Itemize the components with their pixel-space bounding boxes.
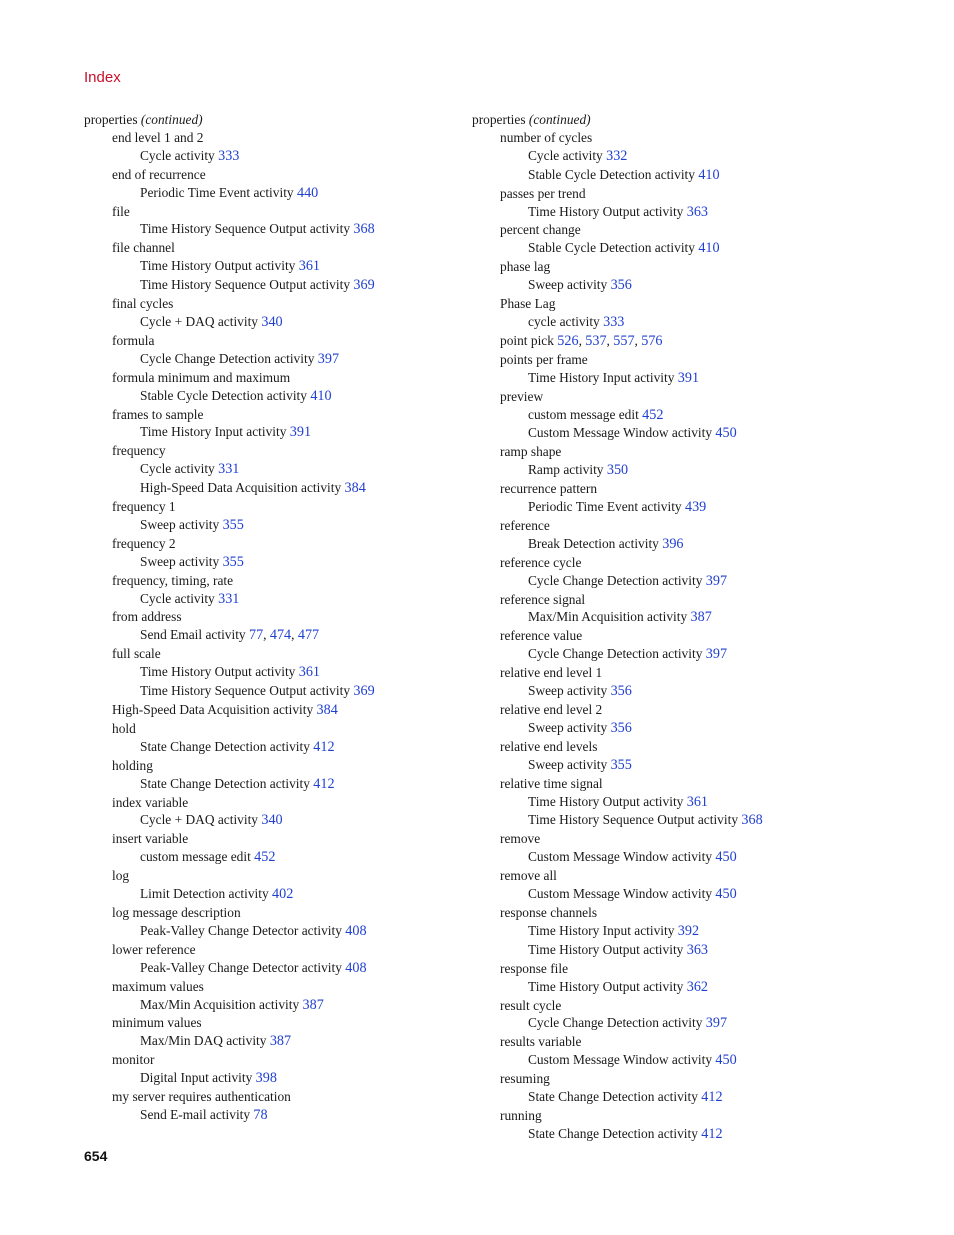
page-link[interactable]: 452 [642, 406, 664, 423]
entry-text: results variable [500, 1034, 582, 1050]
entry-text: Time History Input activity [140, 424, 290, 440]
entry-text: response channels [500, 904, 598, 920]
entry-text: percent change [500, 222, 581, 238]
index-entry [84, 941, 464, 959]
entry-text: Cycle activity [140, 590, 219, 606]
entry-text: final cycles [112, 296, 174, 312]
index-entry [84, 608, 464, 626]
index-entry [84, 166, 464, 184]
index-entry [84, 904, 464, 922]
page-link[interactable]: 412 [313, 775, 335, 792]
page-link[interactable]: 77 [248, 627, 264, 644]
entry-text: Max/Min Acquisition activity [140, 996, 303, 1012]
entry-text: Max/Min Acquisition activity [528, 609, 691, 625]
entry-text: Sweep activity [528, 719, 611, 735]
index-subentry [84, 682, 464, 701]
page-link[interactable]: 396 [662, 535, 684, 552]
index-entry [84, 830, 464, 848]
index-entry [472, 351, 912, 369]
entry-text: relative end levels [500, 738, 598, 754]
index-subentry [472, 424, 912, 443]
index-subentry [84, 738, 464, 757]
page-link[interactable]: 332 [606, 147, 628, 164]
entry-text: minimum values [112, 1015, 202, 1031]
entry-text: Periodic Time Event activity [528, 499, 685, 515]
index-subentry [472, 498, 912, 517]
index-entry [472, 997, 912, 1015]
entry-text: Time History Sequence Output activity [140, 277, 354, 293]
page-link[interactable]: 412 [313, 738, 335, 755]
entry-text: Phase Lag [500, 296, 556, 312]
page-link[interactable]: 477 [297, 627, 320, 644]
index-entry [84, 442, 464, 460]
page-link[interactable]: 368 [741, 812, 763, 829]
index-entry [472, 627, 912, 645]
index-entry [84, 203, 464, 221]
index-entry: point pick 526, 537, 557, 576 [500, 332, 663, 349]
index-column-left [84, 111, 464, 1125]
index-subentry [84, 996, 464, 1015]
entry-text: Cycle Change Detection activity [528, 1015, 706, 1031]
index-subentry [472, 941, 912, 960]
index-subentry [472, 1088, 912, 1107]
entry-text: Time History Output activity [528, 793, 687, 809]
index-subentry [472, 166, 912, 185]
page-number: 654 [84, 1148, 108, 1164]
index-subentry [84, 885, 464, 904]
page-link[interactable]: 439 [684, 499, 707, 516]
page-link[interactable]: 363 [686, 203, 708, 220]
page-link[interactable]: 340 [261, 812, 283, 829]
page-link[interactable]: 350 [606, 462, 629, 479]
index-entry [84, 1088, 464, 1106]
index-entry [84, 757, 464, 775]
index-entry [472, 185, 912, 203]
index-subentry [84, 775, 464, 794]
entry-text: file channel [112, 240, 175, 256]
page-link[interactable]: 331 [218, 461, 240, 478]
entry-text: from address [112, 609, 182, 625]
entry-text: monitor [112, 1052, 155, 1068]
entry-text: log [112, 868, 130, 884]
index-entry [84, 645, 464, 663]
entry-text: Time History Input activity [528, 369, 678, 385]
page-link[interactable]: 356 [610, 683, 632, 700]
index-subentry [472, 313, 912, 332]
entry-text: Ramp activity [528, 462, 607, 478]
page-link[interactable]: 356 [610, 719, 632, 736]
entry-text: hold [112, 720, 136, 736]
index-entry [472, 1033, 912, 1051]
page-link[interactable]: 526 [557, 332, 579, 349]
index-subentry [472, 793, 912, 812]
index-entry [84, 498, 464, 516]
entry-text: my server requires authentication [112, 1089, 291, 1105]
entry-text: Cycle + DAQ activity [140, 313, 262, 329]
entry-text: Time History Sequence Output activity [528, 812, 742, 828]
entry-text: Cycle activity [140, 147, 219, 163]
index-subentry [84, 257, 464, 276]
index-entry [84, 295, 464, 313]
index-entry [472, 295, 912, 313]
entry-text: holding [112, 757, 153, 773]
entry-text: formula [112, 332, 155, 348]
entry-text: resuming [500, 1071, 550, 1087]
entry-text: Time History Sequence Output activity [140, 221, 354, 237]
index-subentry [84, 184, 464, 203]
page-link[interactable]: 408 [345, 959, 367, 976]
page-link[interactable]: 392 [677, 922, 700, 939]
entry-text: relative end level 2 [500, 702, 603, 717]
page-link[interactable]: 450 [715, 849, 737, 866]
entry-text: Sweep activity [528, 683, 611, 699]
page-link[interactable]: 384 [316, 702, 338, 718]
index-subentry [84, 590, 464, 609]
page-link[interactable]: 78 [253, 1106, 268, 1123]
entry-text: Custom Message Window activity [528, 425, 716, 441]
page-link[interactable]: 408 [345, 922, 367, 939]
page-link[interactable]: 557 [613, 332, 635, 349]
entry-text: Send Email activity [140, 627, 249, 643]
index-subentry [472, 239, 912, 258]
entry-text: lower reference [112, 941, 196, 957]
page-link[interactable]: 387 [269, 1033, 292, 1050]
index-subentry [472, 608, 912, 627]
entry-text: Cycle Change Detection activity [528, 646, 706, 662]
index-entry [472, 388, 912, 406]
index-subentry [472, 756, 912, 775]
entry-text: end level 1 and 2 [112, 129, 204, 145]
index-heading [472, 111, 912, 129]
index-entry [84, 129, 464, 147]
page-link[interactable]: 368 [353, 221, 375, 238]
index-subentry [472, 147, 912, 166]
index-entry [472, 554, 912, 572]
entry-text: Stable Cycle Detection activity [528, 166, 699, 182]
index-entry [84, 369, 464, 387]
index-subentry [472, 1014, 912, 1033]
entry-text: Stable Cycle Detection activity [140, 387, 311, 403]
page-link[interactable]: 474 [269, 627, 292, 644]
entry-text: Time History Output activity [528, 941, 687, 957]
page-link[interactable]: 450 [715, 1052, 737, 1069]
index-entry [472, 904, 912, 922]
index-entry [472, 664, 912, 682]
index-subentry [472, 276, 912, 295]
index-entry [84, 535, 464, 553]
index-subentry [472, 369, 912, 388]
page-link[interactable]: 450 [715, 425, 737, 442]
page-link[interactable]: 412 [701, 1125, 723, 1142]
page-link[interactable]: 361 [298, 258, 320, 275]
index-subentry [84, 276, 464, 295]
entry-text: Peak-Valley Change Detector activity [140, 922, 346, 938]
page-link[interactable]: 331 [218, 590, 240, 607]
index-subentry [84, 1106, 464, 1125]
entry-text: frequency [112, 443, 166, 459]
page-link[interactable]: 362 [686, 978, 708, 995]
entry-text: reference cycle [500, 554, 582, 570]
entry-text: Cycle activity [528, 147, 607, 163]
entry-text: Cycle activity [140, 461, 219, 477]
entry-text: reference [500, 517, 550, 533]
running-header: Index [84, 69, 121, 86]
page-link[interactable]: 412 [701, 1089, 723, 1106]
entry-text: response file [500, 960, 569, 976]
index-subentry [84, 1069, 464, 1088]
entry-text: formula minimum and maximum [112, 369, 291, 385]
entry-text: custom message edit [528, 406, 643, 422]
entry-text: cycle activity [528, 313, 604, 329]
entry-text: Sweep activity [140, 553, 223, 569]
page-link[interactable]: 391 [289, 424, 312, 441]
entry-text: Send E-mail activity [140, 1106, 254, 1122]
entry-text: custom message edit [140, 849, 255, 865]
page-link[interactable]: 340 [261, 313, 283, 330]
page-link[interactable]: 397 [705, 646, 728, 663]
entry-text: relative end level 1 [500, 665, 603, 681]
index-subentry [84, 313, 464, 332]
entry-text: properties [472, 112, 529, 127]
entry-text: full scale [112, 646, 161, 662]
page-link[interactable]: 452 [254, 849, 276, 866]
entry-text: Custom Message Window activity [528, 886, 716, 902]
index-subentry [84, 553, 464, 572]
page-link[interactable]: 356 [610, 277, 632, 294]
entry-text: number of cycles [500, 129, 593, 145]
entry-text: maximum values [112, 978, 204, 994]
page-link[interactable]: 333 [603, 313, 625, 330]
index-entry [84, 794, 464, 812]
page-link[interactable]: 576 [641, 332, 663, 349]
index-column-right [472, 111, 912, 1144]
index-subentry [472, 719, 912, 738]
page-link[interactable]: 369 [353, 277, 375, 294]
entry-text: Time History Output activity [140, 258, 299, 274]
entry-text: recurrence pattern [500, 481, 598, 497]
entry-text: relative time signal [500, 775, 603, 791]
page-link[interactable]: 537 [585, 332, 607, 349]
entry-text: preview [500, 388, 544, 404]
index-entry [472, 738, 912, 756]
entry-text: file [112, 203, 130, 219]
index-entry [472, 830, 912, 848]
entry-text: frequency, timing, rate [112, 572, 234, 588]
index-subentry [472, 811, 912, 830]
index-subentry [472, 1125, 912, 1144]
index-subentry [472, 535, 912, 554]
index-subentry [472, 572, 912, 591]
page-link[interactable]: 387 [690, 609, 712, 626]
index-subentry [472, 978, 912, 997]
index-entry [472, 480, 912, 498]
entry-text: end of recurrence [112, 166, 206, 182]
page-link[interactable]: 398 [255, 1070, 277, 1087]
continued-label: (continued) [140, 112, 203, 127]
index-entry [472, 960, 912, 978]
entry-text: result cycle [500, 997, 562, 1013]
entry-text: running [500, 1107, 542, 1123]
index-subentry [84, 848, 464, 867]
index-entry [472, 517, 912, 535]
index-entry [472, 591, 912, 609]
index-entry [84, 720, 464, 738]
index-subentry [84, 350, 464, 369]
page-link[interactable]: 410 [698, 240, 720, 257]
index-subentry [84, 516, 464, 535]
page-link[interactable]: 355 [222, 516, 244, 533]
entry-text: Time History Output activity [528, 978, 687, 994]
page-link[interactable]: 397 [317, 350, 340, 367]
index-entry [472, 867, 912, 885]
entry-text: High-Speed Data Acquisition activity [140, 480, 345, 496]
index-subentry [472, 885, 912, 904]
entry-text: State Change Detection activity [528, 1125, 702, 1141]
entry-text: point pick [500, 332, 558, 348]
entry-text: ramp shape [500, 444, 562, 460]
entry-text: frequency 2 [112, 535, 176, 551]
entry-text: State Change Detection activity [140, 738, 314, 754]
entry-text: Sweep activity [528, 277, 611, 293]
page-link[interactable]: 410 [698, 166, 720, 183]
index-entry [84, 572, 464, 590]
entry-text: Limit Detection activity [140, 886, 273, 902]
page-link[interactable]: 391 [677, 369, 700, 386]
index-entry [84, 239, 464, 257]
entry-text: index variable [112, 794, 189, 810]
entry-text: Sweep activity [528, 756, 611, 772]
page-link[interactable]: 363 [686, 941, 708, 958]
page-link[interactable]: 361 [686, 793, 708, 810]
page-link[interactable]: 387 [302, 996, 324, 1013]
entry-text: remove [500, 831, 541, 847]
index-subentry [472, 406, 912, 425]
entry-text: remove all [500, 868, 557, 884]
entry-text: Time History Sequence Output activity [140, 683, 354, 699]
index-entry [472, 775, 912, 793]
entry-text: Peak-Valley Change Detector activity [140, 959, 346, 975]
entry-text: State Change Detection activity [140, 775, 314, 791]
index-entry [472, 1107, 912, 1125]
index-entry [472, 1070, 912, 1088]
index-entry [84, 332, 464, 350]
page-link[interactable]: 440 [296, 184, 319, 201]
index-entry [84, 1014, 464, 1032]
index-subentry [84, 220, 464, 239]
index-subentry [472, 922, 912, 941]
index-subentry [472, 1051, 912, 1070]
entry-text: frames to sample [112, 406, 204, 422]
entry-text: Time History Output activity [140, 664, 299, 680]
continued-label: (continued) [528, 112, 591, 127]
index-entry [472, 443, 912, 461]
entry-text: Cycle Change Detection activity [140, 350, 318, 366]
entry-text: Periodic Time Event activity [140, 184, 297, 200]
index-subentry [84, 479, 464, 498]
entry-text: Cycle Change Detection activity [528, 572, 706, 588]
index-entry [472, 701, 912, 719]
index-subentry [84, 922, 464, 941]
entry-text: log message description [112, 904, 241, 920]
page-link[interactable]: 361 [298, 664, 320, 681]
index-subentry [84, 460, 464, 479]
entry-text: Sweep activity [140, 516, 223, 532]
entry-text: Max/Min DAQ activity [140, 1033, 270, 1049]
page-link[interactable]: 410 [310, 387, 332, 404]
entry-text: Cycle + DAQ activity [140, 812, 262, 828]
index-subentry [84, 811, 464, 830]
index-subentry [84, 147, 464, 166]
entry-text: Digital Input activity [140, 1070, 256, 1086]
entry-text: Break Detection activity [528, 535, 663, 551]
index-subentry: Send Email activity 77, 474, 477 [140, 627, 320, 644]
index-heading [84, 111, 464, 129]
entry-text: reference signal [500, 591, 586, 607]
entry-text: Custom Message Window activity [528, 849, 716, 865]
index-entry [84, 1051, 464, 1069]
index-entry [84, 701, 464, 720]
page-link[interactable]: 397 [705, 1015, 728, 1032]
entry-text: Custom Message Window activity [528, 1052, 716, 1068]
entry-text: insert variable [112, 831, 189, 847]
page-link[interactable]: 384 [344, 480, 366, 497]
index-subentry [84, 1032, 464, 1051]
index-subentry [472, 203, 912, 222]
page-link[interactable]: 355 [222, 553, 244, 570]
entry-text: frequency 1 [112, 499, 176, 515]
entry-text: High-Speed Data Acquisition activity [112, 702, 317, 717]
entry-text: phase lag [500, 259, 551, 275]
index-entry [472, 258, 912, 276]
index-subentry [84, 959, 464, 978]
entry-text: Stable Cycle Detection activity [528, 240, 699, 256]
page-link[interactable]: 369 [353, 683, 375, 700]
index-subentry [84, 663, 464, 682]
index-entry [472, 221, 912, 239]
page-link[interactable]: 355 [610, 756, 632, 773]
index-entry [84, 867, 464, 885]
index-entry [472, 129, 912, 147]
page-link[interactable]: 397 [705, 572, 728, 589]
page-link[interactable]: 450 [715, 886, 737, 903]
page-link[interactable]: 333 [218, 147, 240, 164]
index-subentry [472, 645, 912, 664]
entry-text: reference value [500, 628, 583, 644]
index-subentry [472, 848, 912, 867]
index-subentry [84, 423, 464, 442]
index-subentry [472, 461, 912, 480]
page-link[interactable]: 402 [272, 886, 294, 903]
entry-text: points per frame [500, 351, 588, 367]
index-entry [84, 406, 464, 424]
entry-text: State Change Detection activity [528, 1089, 702, 1105]
index-subentry [472, 682, 912, 701]
entry-text: Time History Output activity [528, 203, 687, 219]
index-subentry [84, 387, 464, 406]
entry-text: Time History Input activity [528, 922, 678, 938]
entry-text: properties [84, 112, 141, 127]
index-entry [84, 978, 464, 996]
entry-text: passes per trend [500, 185, 586, 201]
